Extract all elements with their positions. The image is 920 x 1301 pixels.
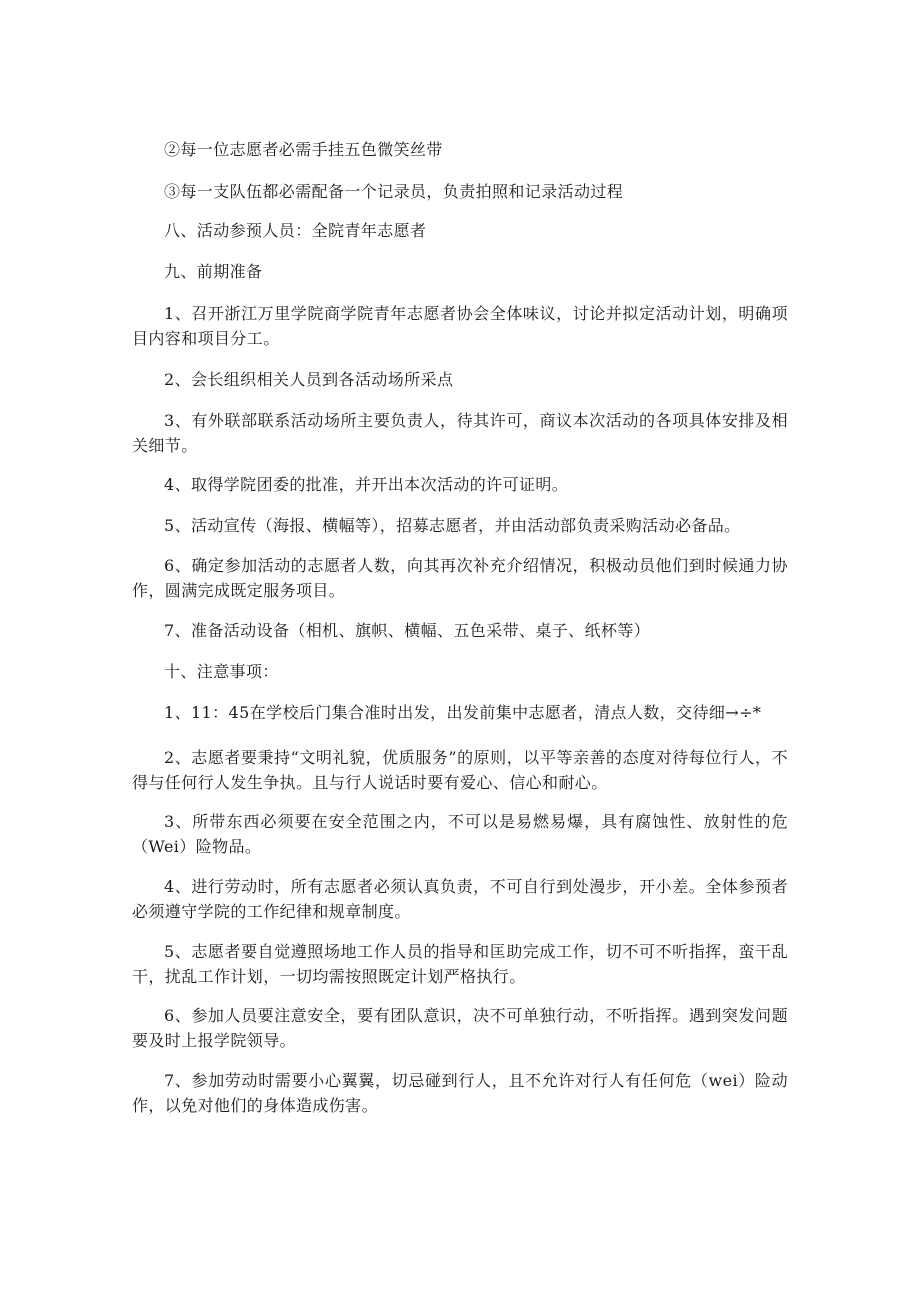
paragraph-ribbon-rule: ②每一位志愿者必需手挂五色微笑丝带 — [164, 140, 443, 159]
note-item-5: 5、志愿者要自觉遵照场地工作人员的指导和匡助完成工作，切不可不听指挥，蛮干乱干，扰乱工作计划，一切均需按照既定计划严格执行。 — [132, 942, 788, 986]
prep-item-3: 3、有外联部联系活动场所主要负责人，待其许可，商议本次活动的各项具体安排及相关细节。 — [132, 411, 788, 455]
section-heading-notes: 十、注意事项： — [164, 662, 279, 681]
paragraph-recorder-rule: ③每一支队伍都必需配备一个记录员，负责拍照和记录活动过程 — [164, 182, 624, 201]
note-item-2: 2、志愿者要秉持“文明礼貌，优质服务”的原则，以平等亲善的态度对待每位行人，不得与任何行人发生争执。且与行人说话时要有爱心、信心和耐心。 — [132, 748, 788, 792]
note-item-1: 1、11：45在学校后门集合准时出发，出发前集中志愿者，清点人数，交待细→÷* — [164, 703, 762, 722]
note-item-6: 6、参加人员要注意安全，要有团队意识，决不可单独行动，不听指挥。遇到突发问题要及时上报学院领导。 — [132, 1006, 788, 1050]
note-item-4: 4、进行劳动时，所有志愿者必须认真负责，不可自行到处漫步，开小差。全体参预者必须遵守学院的工作纪律和规章制度。 — [132, 877, 788, 921]
section-heading-preparation: 九、前期准备 — [164, 262, 263, 281]
prep-item-4: 4、取得学院团委的批准，并开出本次活动的许可证明。 — [164, 475, 569, 494]
section-heading-participants: 八、活动参预人员：全院青年志愿者 — [164, 221, 427, 240]
note-item-7: 7、参加劳动时需要小心翼翼，切忌碰到行人，且不允许对行人有任何危（wei）险动作，以免对他们的身体造成伤害。 — [132, 1071, 788, 1115]
prep-item-5: 5、活动宣传（海报、横幅等），招募志愿者，并由活动部负责采购活动必备品。 — [164, 516, 741, 535]
prep-item-1: 1、召开浙江万里学院商学院青年志愿者协会全体味议，讨论并拟定活动计划，明确项目内容和项目分工。 — [132, 304, 788, 348]
prep-item-2: 2、会长组织相关人员到各活动场所采点 — [164, 370, 454, 389]
note-item-3: 3、所带东西必须要在安全范围之内，不可以是易燃易爆，具有腐蚀性、放射性的危（Wei）险物品。 — [132, 812, 788, 856]
prep-item-7: 7、准备活动设备（相机、旗帜、横幅、五色采带、桌子、纸杯等） — [164, 621, 651, 640]
prep-item-6: 6、确定参加活动的志愿者人数，向其再次补充介绍情况，积极动员他们到时候通力协作，圆满完成既定服务项目。 — [132, 556, 788, 600]
